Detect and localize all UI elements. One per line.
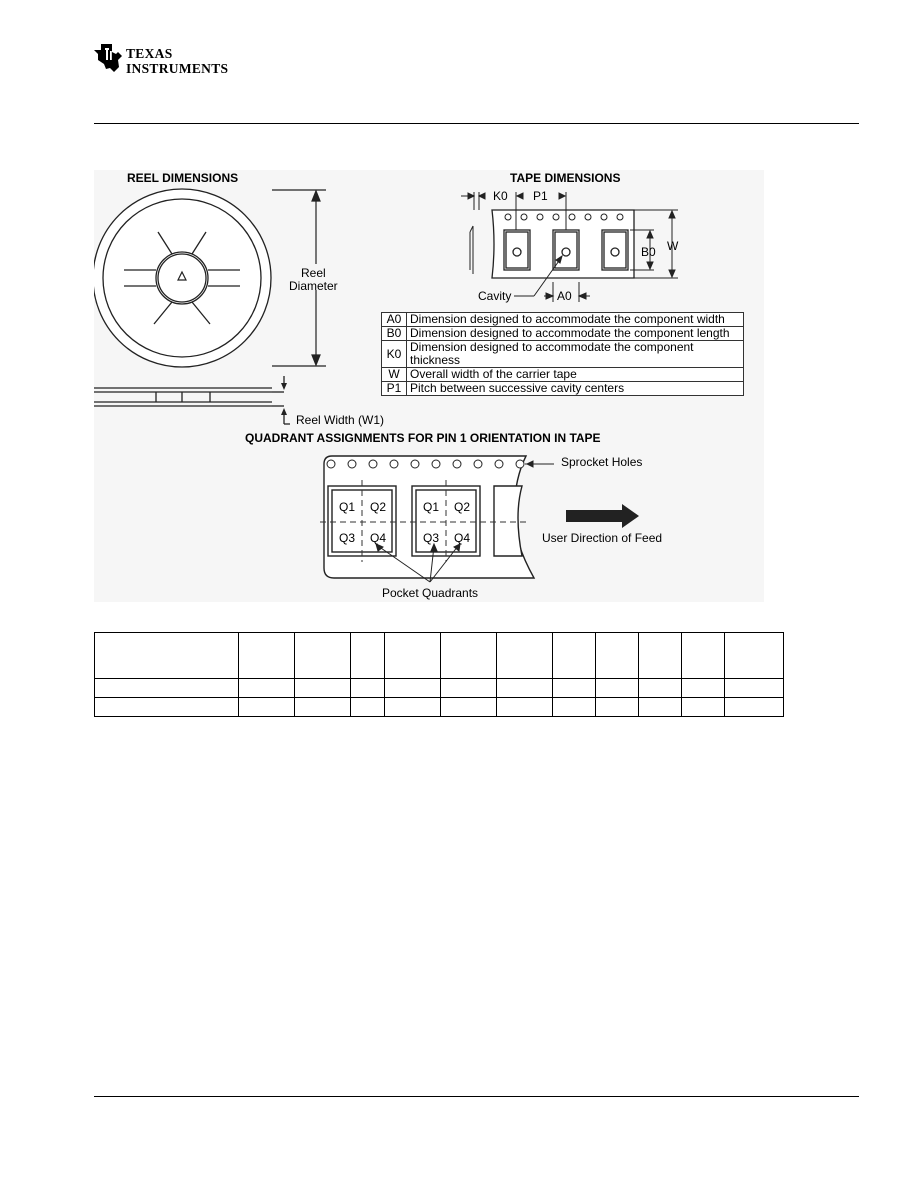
table-header-cell: [441, 633, 497, 679]
quadrant-q1: Q1: [423, 500, 440, 514]
table-cell: [682, 698, 725, 717]
table-header-row: [95, 633, 784, 679]
table-cell: [725, 679, 784, 698]
legend-desc: Dimension designed to accommodate the component length: [407, 327, 744, 341]
table-cell: [497, 679, 553, 698]
quadrant-title: QUADRANT ASSIGNMENTS FOR PIN 1 ORIENTATION IN TAPE: [245, 431, 601, 445]
table-header-cell: [682, 633, 725, 679]
table-cell: [553, 698, 596, 717]
table-cell: [639, 679, 682, 698]
table-cell: [95, 679, 239, 698]
table-cell: [385, 679, 441, 698]
table-cell: [351, 698, 385, 717]
table-header-cell: [95, 633, 239, 679]
reel-tape-figure: [94, 170, 764, 602]
table-header-cell: [351, 633, 385, 679]
table-header-cell: [725, 633, 784, 679]
table-header-cell: [239, 633, 295, 679]
reel-diameter-label-1: Reel: [301, 266, 326, 280]
feed-arrow-icon: [566, 504, 639, 528]
table-cell: [351, 679, 385, 698]
table-cell: [295, 679, 351, 698]
table-cell: [441, 679, 497, 698]
legend-code: A0: [382, 313, 407, 327]
table-header-cell: [295, 633, 351, 679]
table-cell: [441, 698, 497, 717]
pocket-quadrants-label: Pocket Quadrants: [382, 586, 479, 600]
legend-desc: Pitch between successive cavity centers: [407, 382, 744, 396]
footer-rule: [94, 1096, 859, 1097]
table-cell: [95, 698, 239, 717]
w-label: W: [667, 239, 679, 253]
table-cell: [596, 698, 639, 717]
cavity-label: Cavity: [478, 289, 512, 303]
header-rule: [94, 123, 859, 124]
tape-legend-table: [381, 312, 744, 396]
logo-line-1: TEXAS: [126, 46, 173, 61]
sprocket-holes-label: Sprocket Holes: [561, 455, 643, 469]
legend-code: W: [382, 368, 407, 382]
table-cell: [239, 698, 295, 717]
table-cell: [295, 698, 351, 717]
table-cell: [385, 698, 441, 717]
table-row: [95, 679, 784, 698]
quadrant-q4: Q4: [454, 531, 471, 545]
table-header-cell: [596, 633, 639, 679]
table-cell: [639, 698, 682, 717]
reel-diameter-label-2: Diameter: [289, 279, 338, 293]
feed-direction-label: User Direction of Feed: [542, 531, 663, 545]
logo-wordmark: [126, 46, 228, 76]
a0-label: A0: [557, 289, 572, 303]
table-cell: [682, 679, 725, 698]
legend-desc: Dimension designed to accommodate the component width: [407, 313, 744, 327]
legend-code: K0: [382, 341, 407, 368]
reel-width-label: Reel Width (W1): [296, 413, 385, 427]
quadrant-q4: Q4: [370, 531, 387, 545]
texas-instruments-logo: [92, 42, 232, 78]
legend-desc: Overall width of the carrier tape: [407, 368, 744, 382]
tape-reel-info-table: [94, 632, 784, 717]
legend-row: [382, 327, 744, 341]
p1-label: P1: [533, 189, 548, 203]
reel-outer: [94, 189, 271, 367]
legend-row: [382, 341, 744, 368]
table-cell: [497, 698, 553, 717]
table-header-cell: [385, 633, 441, 679]
table-cell: [553, 679, 596, 698]
table-cell: [725, 698, 784, 717]
table-header-cell: [639, 633, 682, 679]
table-cell: [596, 679, 639, 698]
table-header-cell: [497, 633, 553, 679]
quadrant-q3: Q3: [423, 531, 440, 545]
table-row: [95, 698, 784, 717]
legend-code: B0: [382, 327, 407, 341]
k0-label: K0: [493, 189, 508, 203]
quadrant-q2: Q2: [454, 500, 471, 514]
quadrant-q2: Q2: [370, 500, 387, 514]
reel-dimensions-title: REEL DIMENSIONS: [127, 171, 239, 185]
quadrant-tape: [324, 456, 534, 578]
quadrant-q1: Q1: [339, 500, 356, 514]
legend-row: [382, 382, 744, 396]
legend-row: [382, 368, 744, 382]
legend-desc: Dimension designed to accommodate the component thickness: [407, 341, 744, 368]
b0-label: B0: [641, 245, 656, 259]
quadrant-q3: Q3: [339, 531, 356, 545]
logo-line-2: INSTRUMENTS: [126, 61, 229, 76]
table-cell: [239, 679, 295, 698]
legend-code: P1: [382, 382, 407, 396]
legend-row: [382, 313, 744, 327]
tape-dimensions-title: TAPE DIMENSIONS: [510, 171, 621, 185]
ti-state-icon: [92, 42, 124, 74]
tape-cavities: [504, 230, 628, 270]
table-header-cell: [553, 633, 596, 679]
